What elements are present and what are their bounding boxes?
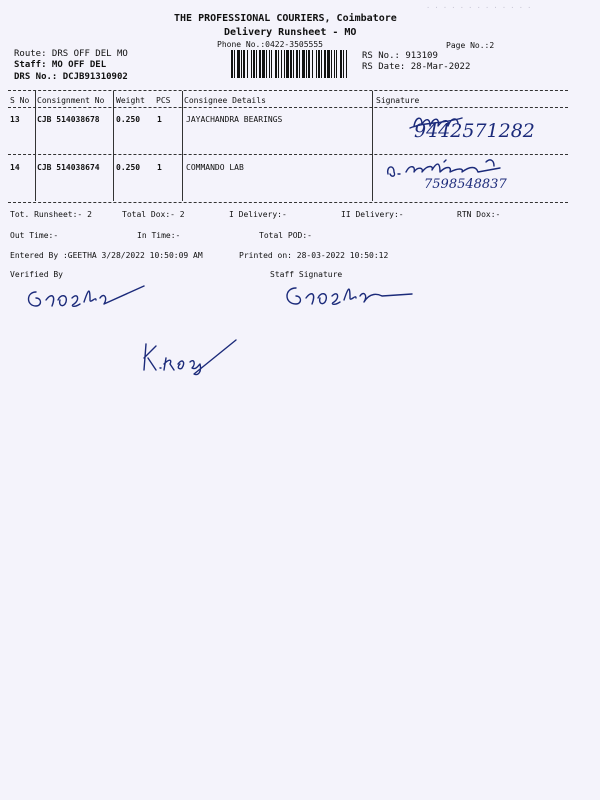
verified-by-signature — [24, 280, 148, 314]
barcode-bar — [275, 50, 277, 78]
row-consignment: CJB 514038678 — [37, 115, 100, 124]
staff-signature-label: Staff Signature — [270, 270, 343, 279]
staff-signature — [282, 280, 416, 310]
scan-artifact: · · · · · · · · · · · · · — [426, 4, 532, 12]
barcode-bar — [231, 50, 233, 78]
phone-number: Phone No.:0422-3505555 — [217, 40, 323, 49]
row-pcs: 1 — [157, 115, 162, 124]
row-consignee: COMMANDO LAB — [186, 163, 244, 172]
handwritten-phone: 9442571282 — [414, 120, 535, 142]
row-consignee: JAYACHANDRA BEARINGS — [186, 115, 283, 124]
drs-number: DRS No.: DCJB91310902 — [14, 72, 128, 82]
rs-date: RS Date: 28-Mar-2022 — [362, 62, 471, 72]
header-weight: Weight — [116, 96, 145, 105]
barcode-bar — [346, 50, 347, 78]
tot-runsheet: Tot. Runsheet:- 2 — [10, 210, 92, 219]
printed-on: Printed on: 28-03-2022 10:50:12 — [239, 251, 389, 260]
staff-label: Staff: MO OFF DEL — [14, 60, 107, 70]
entered-by: Entered By :GEETHA 3/28/2022 10:50:09 AM — [10, 251, 203, 260]
barcode-bar — [284, 50, 285, 78]
barcode-bar — [306, 50, 307, 78]
barcode-bar — [251, 50, 252, 78]
barcode-bar — [269, 50, 270, 78]
barcode-bar — [286, 50, 289, 78]
rs-number: RS No.: 913109 — [362, 51, 438, 61]
row-consignment: CJB 514038674 — [37, 163, 100, 172]
column-divider — [35, 91, 36, 201]
barcode-bar — [312, 50, 313, 78]
barcode-bar — [266, 50, 267, 78]
barcode-bar — [299, 50, 300, 78]
divider — [8, 202, 568, 203]
barcode-bar — [324, 50, 326, 78]
barcode-bar — [237, 50, 240, 78]
rtn-dox: RTN Dox:- — [457, 210, 501, 219]
barcode-bar — [316, 50, 317, 78]
divider — [8, 90, 568, 91]
barcode-bar — [262, 50, 265, 78]
header-pcs: PCS — [156, 96, 171, 105]
barcode-bar — [343, 50, 344, 78]
handwritten-initials — [140, 334, 240, 378]
barcode-bar — [256, 50, 257, 78]
column-divider — [113, 91, 114, 201]
column-divider — [372, 91, 373, 201]
row-sno: 14 — [10, 163, 20, 172]
runsheet-title: Delivery Runsheet - MO — [224, 27, 357, 38]
barcode-bar — [334, 50, 335, 78]
barcode-bar — [327, 50, 330, 78]
barcode-bar — [296, 50, 298, 78]
barcode-bar — [290, 50, 292, 78]
total-pod: Total POD:- — [259, 231, 312, 240]
barcode-bar — [253, 50, 255, 78]
barcode-bar — [278, 50, 279, 78]
barcode-bar — [259, 50, 261, 78]
barcode-bar — [321, 50, 322, 78]
page-number: Page No.:2 — [446, 41, 495, 50]
ii-delivery: II Delivery:- — [341, 210, 404, 219]
barcode-bar — [302, 50, 305, 78]
header-signature: Signature — [376, 96, 420, 105]
header-consignment: Consignment No — [37, 96, 105, 105]
handwritten-phone: 7598548837 — [424, 177, 507, 192]
barcode-bar — [336, 50, 337, 78]
barcode-bar — [234, 50, 235, 78]
barcode — [231, 50, 347, 78]
barcode-bar — [331, 50, 332, 78]
barcode-bar — [243, 50, 245, 78]
barcode-bar — [293, 50, 294, 78]
out-time: Out Time:- — [10, 231, 59, 240]
row-weight: 0.250 — [116, 163, 141, 172]
i-delivery: I Delivery:- — [229, 210, 287, 219]
verified-by-label: Verified By — [10, 270, 63, 279]
barcode-bar — [281, 50, 282, 78]
barcode-bar — [271, 50, 272, 78]
header-sno: S No — [10, 96, 30, 105]
route-label: Route: DRS OFF DEL MO — [14, 49, 128, 59]
divider — [8, 154, 568, 155]
company-name: THE PROFESSIONAL COURIERS, Coimbatore — [174, 13, 397, 24]
row-pcs: 1 — [157, 163, 162, 172]
total-dox: Total Dox:- 2 — [122, 210, 185, 219]
barcode-bar — [247, 50, 248, 78]
barcode-bar — [340, 50, 342, 78]
row-weight: 0.250 — [116, 115, 141, 124]
column-divider — [182, 91, 183, 201]
header-consignee: Consignee Details — [184, 96, 266, 105]
barcode-bar — [241, 50, 242, 78]
barcode-bar — [308, 50, 310, 78]
row-sno: 13 — [10, 115, 20, 124]
in-time: In Time:- — [137, 231, 181, 240]
divider — [8, 107, 568, 108]
barcode-bar — [318, 50, 320, 78]
